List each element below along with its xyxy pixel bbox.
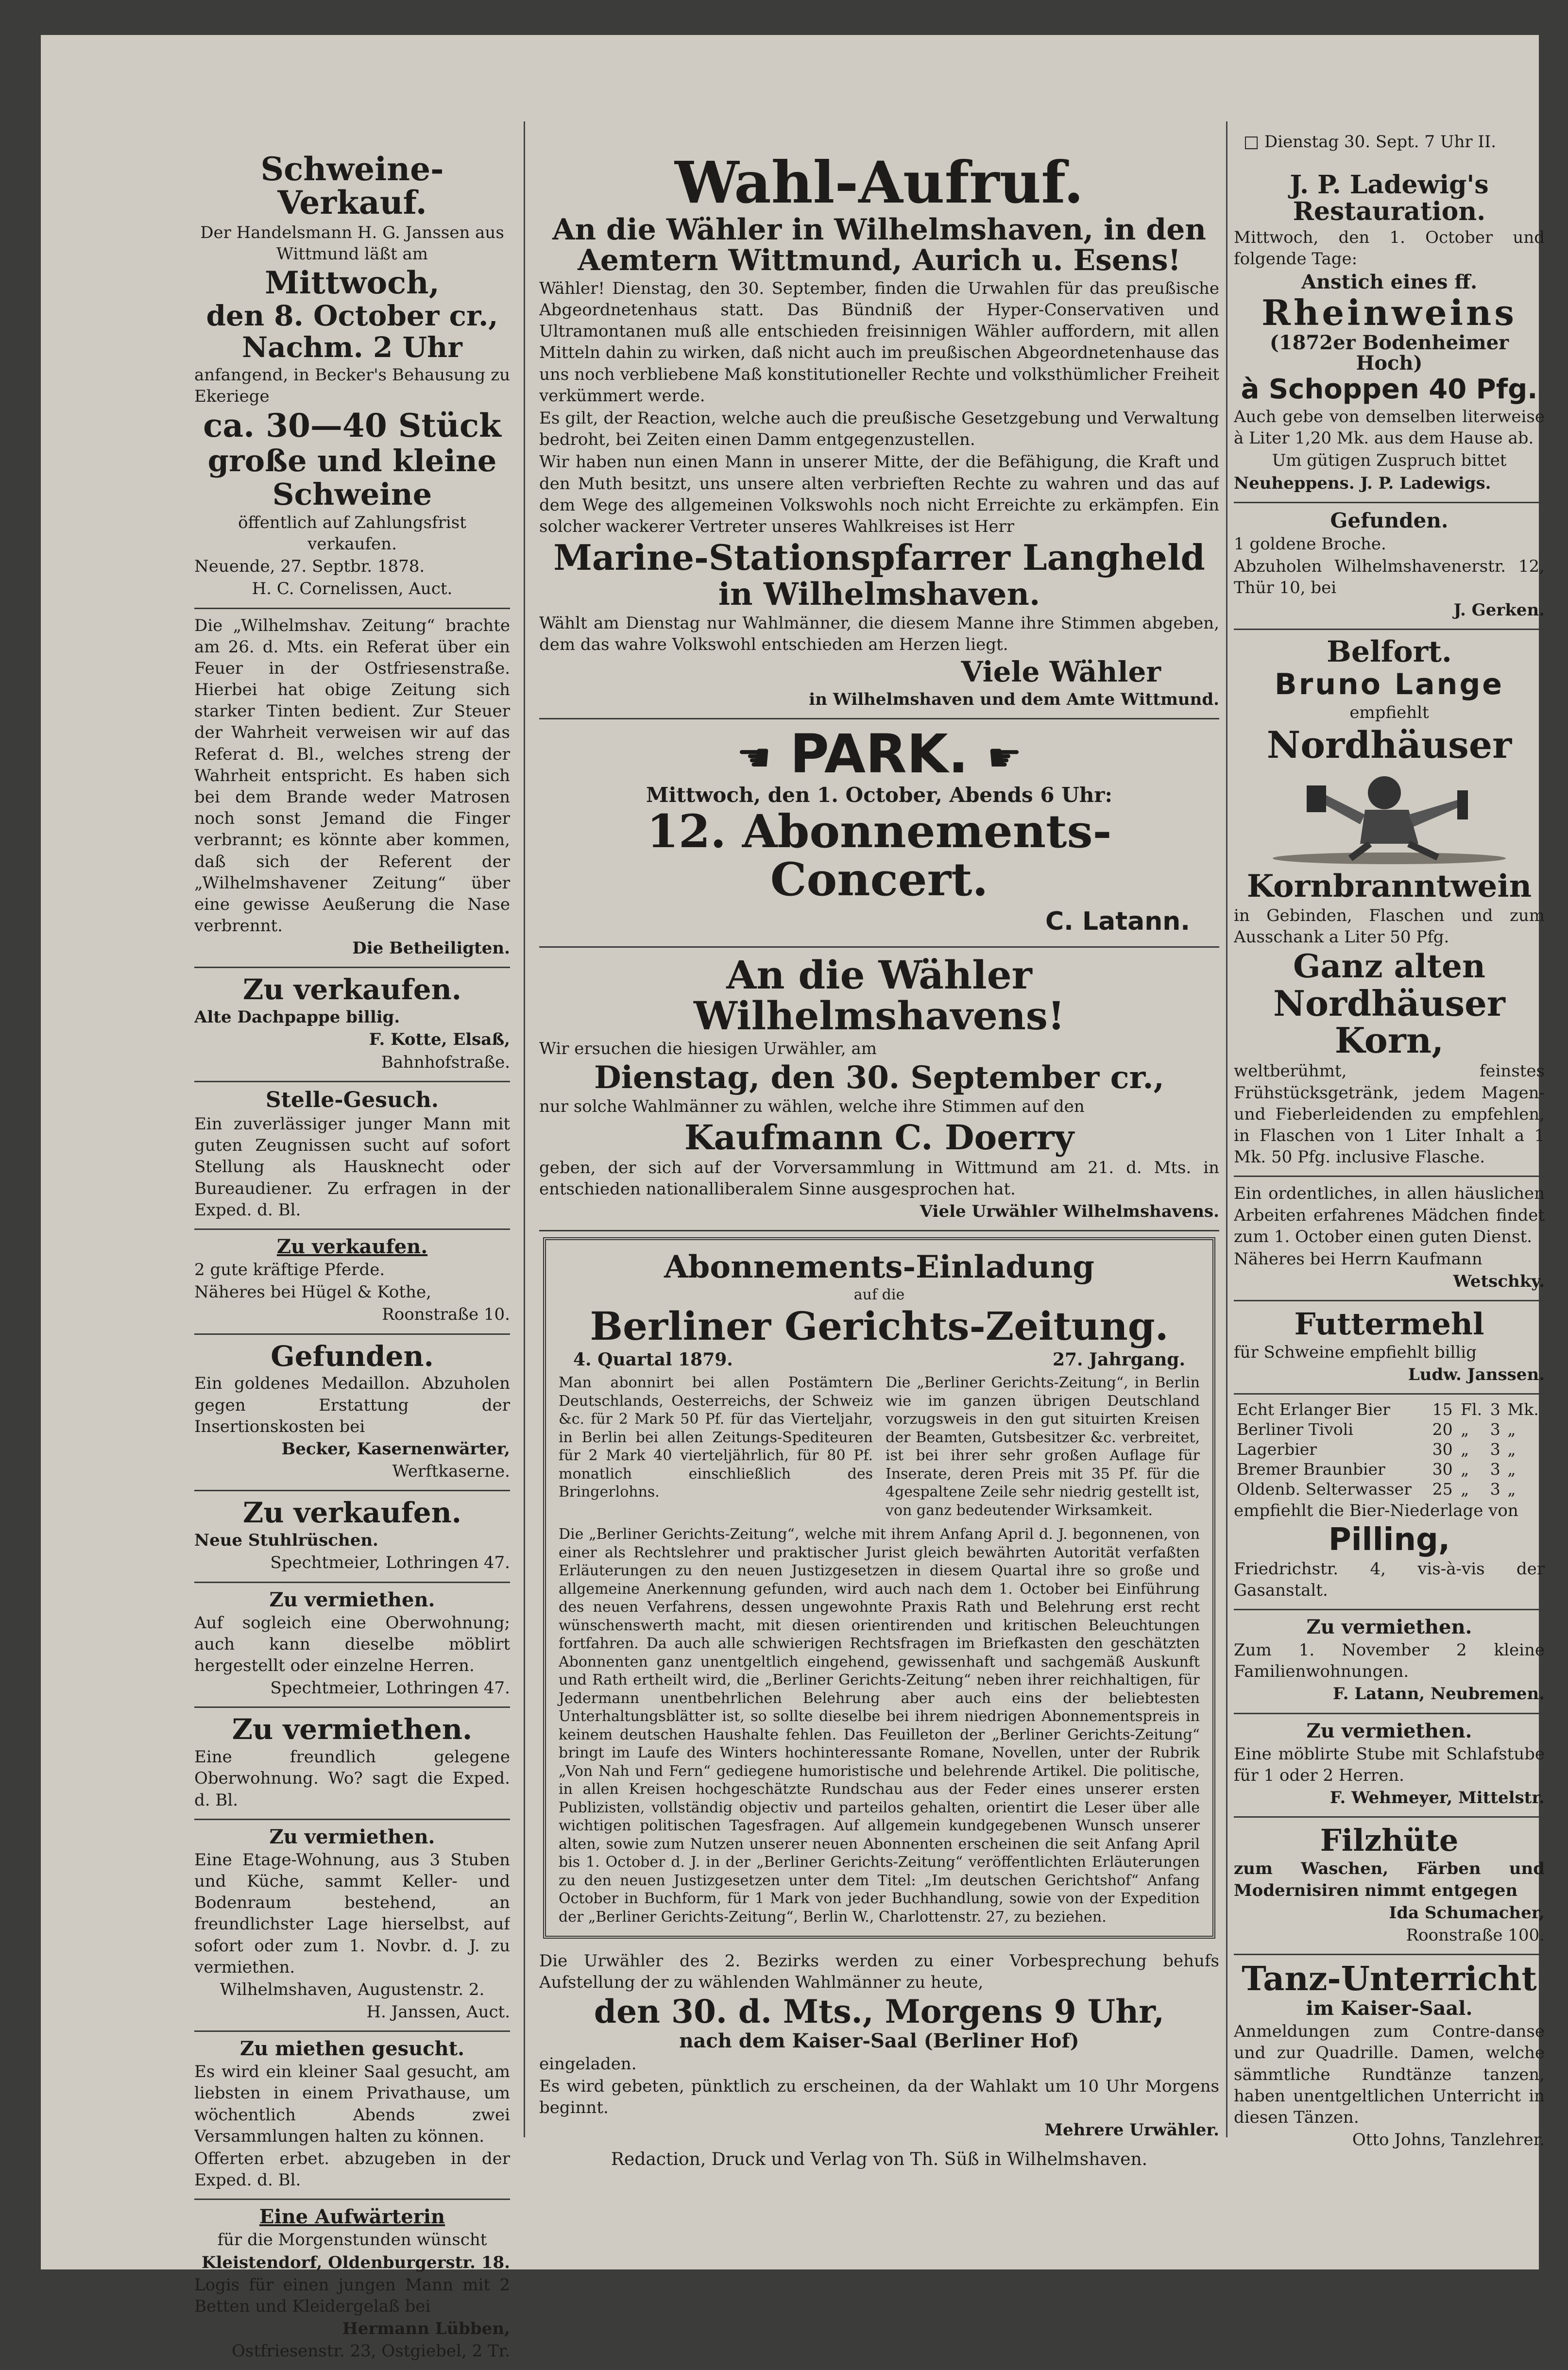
ad-text: Offerten erbet. abzugeben in der Exped. d. Bl.	[194, 2149, 510, 2190]
ad-date: Mittwoch, den 1. October, Abends 6 Uhr:	[646, 783, 1112, 807]
pointing-hand-icon: ☚	[736, 735, 771, 781]
ad-text: Anstich eines ff.	[1301, 270, 1478, 293]
ad-text: Neue Stuhlrüschen.	[194, 1531, 378, 1551]
ad-gefunden-medaillon	[194, 1335, 510, 1492]
price-cell: Berliner Tivoli	[1237, 1420, 1353, 1439]
pointing-hand-icon: ☛	[987, 735, 1022, 781]
wine-price: à Schoppen 40 Pfg.	[1241, 374, 1538, 406]
price-cell: Bremer Braunbier	[1237, 1460, 1385, 1479]
ad-tanz-unterricht	[1234, 1955, 1545, 2159]
price-cell: „	[1507, 1440, 1516, 1459]
ad-title: Eine Aufwärterin	[259, 2205, 445, 2229]
ad-text: zum Waschen, Färben und Modernisiren nimmt entgegen	[1234, 1859, 1545, 1900]
ad-waehler-wilhelmshavens	[539, 948, 1219, 1231]
price-cell: 15	[1432, 1400, 1453, 1419]
ad-title: Zu miethen gesucht.	[239, 2037, 465, 2061]
ad-text: Auch gebe von demselben literweise à Liter 1,20 Mk. aus dem Hause ab.	[1234, 407, 1545, 448]
ad-text: Mittwoch, den 1. October und folgende Tage:	[1234, 228, 1545, 269]
price-cell: 3	[1490, 1440, 1500, 1459]
ad-place: im Kaiser-Saal.	[1306, 1997, 1473, 2020]
ad-text: für die Morgenstunden wünscht	[217, 2230, 487, 2250]
price-cell: 3	[1490, 1460, 1500, 1479]
ad-signature: Hermann Lübben,	[342, 2319, 510, 2339]
ad-text: Auf sogleich eine Oberwohnung; auch kann dieselbe möblirt hergestellt oder einzelne Herren.	[194, 1613, 510, 1675]
ad-signature: F. Wehmeyer, Mittelstr.	[1329, 1788, 1545, 1808]
ad-date: den 8. October cr.,	[206, 299, 498, 333]
ad-text: Die Urwähler des 2. Bezirks werden zu einer Vorbesprechung behufs Aufstellung der zu wählenden Wahlmänner zu heute,	[539, 1951, 1219, 1993]
ad-place: Belfort.	[1327, 635, 1452, 669]
product-name: Nordhäuser	[1266, 723, 1512, 767]
ad-body: Die „Berliner Gerichts-Zeitung“, welche mit ihrem Anfang April d. J. begonnenen, von einer als Rechtslehrer und praktischer Jurist gleich bewährten Autorität verfaßten Erläuterungen zu den neuen Justizgesetzen in diesem Quartal ihre so große und allgemeine Anerkennung gefunden, wird auch nach dem 1. October bei Einführung des neuen Verfahrens, dessen ungewohnte Praxis Rath und Belehrung erst recht wünschenswerth macht, mit diesen orientirenden und kritischen Beleuchtungen fortfahren. Da auch alle schwierigen Rechtsfragen im Briefkasten den geschätzten Abonnenten ganz unentgeltlich eingehend, gewissenhaft und sachgemäß Auskunft und Rath ertheilt wird, die „Berliner Gerichts-Zeitung“ neben ihrer reichhaltigen, für Jedermann unentbehrlichen Belehrung aber auch eins der beliebtesten Unterhaltungsblätter ist, so sollte dieselbe bei ihrem niedrigen Abonnementspreis in keinem deutschen Haushalte fehlen. Das Feuilleton der „Berliner Gerichts-Zeitung“ bringt im Laufe des Winters hochinteressante Romane, Novellen, unter der Rubrik „Von Nah und Fern“ gediegene humoristische und belehrende Artikel. Die politische, in allen Kreisen hochgeschätzte Rundschau aus der Feder eines unserer ersten Publizisten, vollständig objectiv und parteilos gehalten, orientirt die Leser über alle wichtigen politischen Tagesfragen. Auf allgemein kundgegebenen Wunsch unserer alten, sowie zum Nutzen unserer neuen Abonnenten erscheinen die seit Anfang April bis 1. October d. J. in der „Berliner Gerichts-Zeitung“ veröffentlichten Erläuterungen zu den neuen Justizgesetzen unter dem Titel: „Im deutschen Gerichtshof“ Anfang October in Buchform, für 1 Mark von jeder Buchhandlung, sowie von der Expedition der „Berliner Gerichts-Zeitung“, Berlin W., Charlottenstr. 27, zu beziehen.	[559, 1526, 1200, 1926]
ad-park-concert	[539, 719, 1219, 948]
price-cell: Lagerbier	[1237, 1440, 1317, 1459]
column-middle	[539, 146, 1219, 2148]
ad-address: Roonstraße 10.	[382, 1305, 510, 1325]
ad-text: öffentlich auf Zahlungsfrist verkaufen.	[238, 512, 466, 554]
column-right	[1234, 165, 1545, 2158]
ad-text: Ein goldenes Medaillon. Abzuholen gegen Erstattung der Insertionskosten bei	[194, 1374, 510, 1436]
ad-text: für Schweine empfiehlt billig	[1234, 1343, 1477, 1363]
ad-signature: C. Latann.	[1045, 907, 1190, 937]
ad-futtermehl	[1234, 1301, 1545, 1395]
ad-title: An die Wähler Wilhelmshavens!	[693, 952, 1065, 1039]
price-cell: 30	[1432, 1440, 1453, 1459]
ad-zu-verkaufen-stuhlrueschen	[194, 1491, 510, 1583]
ad-pilling-bier	[1234, 1395, 1545, 1610]
price-cell: 3	[1490, 1420, 1500, 1439]
ad-text: Abzuholen Wilhelmshavenerstr. 12, Thür 10, bei	[1234, 556, 1545, 598]
ad-title: Gefunden.	[271, 1339, 434, 1373]
candidate-name: Marine-Stationspfarrer Langheld	[553, 537, 1205, 579]
ad-title: Gefunden.	[1330, 508, 1449, 532]
ad-address: Roonstraße 100.	[1406, 1925, 1545, 1945]
price-cell: „	[1461, 1480, 1469, 1499]
ad-vermiethen-oberwohnung	[194, 1583, 510, 1708]
ad-vermiethen-etage	[194, 1820, 510, 2032]
advertising-text: Die „Berliner Gerichts-Zeitung“, in Berlin wie im ganzen übrigen Deutschland vorzugsweis in den gut situirten Kreisen der Beamten, Gutsbesitzer &c. verbreitet, ist bei ihrer sehr großen Auflage für Inserate, deren Preis mit 35 Pf. für die 4gespaltene Zeile sehr niedrig gestellt ist, von ganz bedeutender Wirksamkeit.	[886, 1374, 1200, 1519]
ad-signature: Ida Schumacher,	[1389, 1903, 1545, 1923]
ad-title: Zu vermiethen.	[269, 1825, 435, 1848]
ad-text: nur solche Wahlmänner zu wählen, welche ihre Stimmen auf den	[539, 1097, 1085, 1117]
price-row	[1234, 1459, 1545, 1479]
price-cell: Echt Erlanger Bier	[1237, 1400, 1390, 1419]
ad-text: Näheres bei Herrn Kaufmann	[1234, 1249, 1483, 1269]
volume-label: 27. Jahrgang.	[1052, 1349, 1185, 1370]
price-row	[1234, 1419, 1545, 1439]
ad-text: Wir haben nun einen Mann in unserer Mitte, der die Befähigung, die Kraft und den Muth besitzt, uns unsere alten verbrieften Rechte zu wahren und das auf dem Wege des allgemeinen Volkswohls noch nicht Erreichte zu erkämpfen. Ein solcher wackerer Vertreter unseres Wahlkreises ist Herr	[539, 452, 1219, 536]
ad-subtitle: An die Wähler in Wilhelmshaven, in den Aemtern Wittmund, Aurich u. Esens!	[552, 212, 1207, 277]
ad-signature: J. Gerken.	[1453, 600, 1545, 620]
ad-text: 2 gute kräftige Pferde.	[194, 1260, 385, 1279]
price-cell: Mk.	[1507, 1400, 1539, 1419]
price-cell: 3	[1490, 1400, 1500, 1419]
wine-vintage: (1872er Bodenheimer Hoch)	[1269, 331, 1509, 375]
ad-address: Ostfriesenstr. 23, Ostgiebel, 2 Tr.	[232, 2341, 510, 2361]
ad-title: Filzhüte	[1320, 1823, 1459, 1858]
ad-address: Friedrichstr. 4, vis-à-vis der Gasanstalt.	[1234, 1559, 1545, 1600]
product-name: Kornbranntwein	[1246, 868, 1532, 905]
ad-title: Zu verkaufen.	[242, 1496, 461, 1530]
price-row	[1234, 1399, 1545, 1419]
price-cell: 3	[1490, 1480, 1500, 1499]
ad-title: Schweine-Verkauf.	[260, 150, 444, 222]
ad-text: Wählt am Dienstag nur Wahlmänner, die diesem Manne ihre Stimmen abgeben, dem das wahre Volkswohl entschieden am Herzen liegt.	[539, 613, 1219, 655]
ad-urwaehler-versammlung	[539, 1944, 1219, 2148]
ad-text: weltberühmt, feinstes Frühstücksgetränk, jedem Magen- und Fieberleidenden zu empfehlen, in Flaschen von 1 Liter Inhalt a 1 Mk. 50 Pfg. inclusive Flasche.	[1234, 1061, 1545, 1167]
ad-text: Es wird ein kleiner Saal gesucht, am liebsten in einem Privathause, um wöchentlich Abends zwei Versammlungen halten zu können.	[194, 2062, 510, 2146]
price-cell: „	[1461, 1440, 1469, 1459]
ad-text: Eine möblirte Stube mit Schlafstube für 1 oder 2 Herren.	[1234, 1744, 1545, 1785]
ad-place: nach dem Kaiser-Saal (Berliner Hof)	[679, 2029, 1079, 2052]
ad-title: Futtermehl	[1294, 1306, 1484, 1342]
ad-title: Abonnements-Einladung	[664, 1249, 1094, 1286]
column-rule	[1226, 121, 1227, 2137]
ad-zu-verkaufen-pferde	[194, 1230, 510, 1335]
candidate-name: Kaufmann C. Doerry	[684, 1117, 1074, 1158]
ad-text: Ein zuverlässiger junger Mann mit guten Zeugnissen sucht auf sofort Stellung als Hausknecht oder Bureaudiener. Zu erfragen in der Exped. d. Bl.	[194, 1114, 510, 1220]
ad-vermiethen-stube	[1234, 1714, 1545, 1818]
quarter-label: 4. Quartal 1879.	[573, 1349, 733, 1370]
ad-text: geben, der sich auf der Vorversammlung in Wittmund am 21. d. Mts. in entschieden nationalliberalem Sinne ausgesprochen hat.	[539, 1158, 1219, 1199]
price-cell: 20	[1432, 1420, 1453, 1439]
notice-zeitung	[194, 609, 510, 969]
price-cell: Oldenb. Selterwasser	[1237, 1480, 1412, 1499]
price-cell: „	[1461, 1420, 1469, 1439]
concert-title: 12. Abonnements-Concert.	[647, 804, 1112, 906]
ad-text: Näheres bei Hügel & Kothe,	[194, 1282, 431, 1302]
ad-signature: F. Latann, Neubremen.	[1332, 1684, 1545, 1704]
ad-text: auf die	[853, 1286, 905, 1303]
ad-big: Schweine	[272, 476, 432, 512]
ad-text: Anmeldungen zum Contre-danse und zur Quadrille. Damen, welche sämmtliche Rundtänze tanzen, haben unentgeltlichen Unterricht in diesen Tänzen.	[1234, 2022, 1545, 2128]
ad-text: Eine freundlich gelegene Oberwohnung. Wo? sagt die Exped. d. Bl.	[194, 1747, 510, 1810]
price-cell: Fl.	[1461, 1400, 1483, 1419]
ad-signature: Neuheppens. J. P. Ladewigs.	[1234, 473, 1491, 493]
ad-date: Dienstag, den 30. September cr.,	[594, 1059, 1164, 1096]
ad-text: Alte Dachpappe billig.	[194, 1007, 400, 1027]
ad-zu-verkaufen-dachpappe	[194, 968, 510, 1082]
price-cell: „	[1507, 1420, 1516, 1439]
ad-text: Es gilt, der Reaction, welche auch die preußische Gesetzgebung und Verwaltung bedroht, bei Zeiten einen Damm entgegenzustellen.	[539, 409, 1219, 450]
ad-title: Zu vermiethen.	[232, 1713, 473, 1746]
ad-signature: Otto Johns, Tanzlehrer.	[1352, 2130, 1545, 2150]
ad-gefunden-broche	[1234, 503, 1545, 631]
ad-stelle-gesuch	[194, 1082, 510, 1230]
ad-signature: Wetschky.	[1453, 1272, 1545, 1292]
ad-text: Eine Etage-Wohnung, aus 3 Stuben und Küche, sammt Keller- und Bodenraum bestehend, an freundlichster Lage hierselbst, auf sofort oder zum 1. Novbr. d. J. zu vermiethen.	[194, 1850, 510, 1977]
price-row	[1234, 1479, 1545, 1499]
ad-text: Es wird gebeten, pünktlich zu erscheinen, da der Wahlakt um 10 Uhr Morgens beginnt.	[539, 2076, 1219, 2118]
price-cell: „	[1507, 1480, 1516, 1499]
ad-title: Tanz-Unterricht	[1242, 1959, 1537, 1998]
ad-signature: H. C. Cornelissen, Auct.	[252, 579, 453, 599]
ad-signature-place: in Wilhelmshaven und dem Amte Wittmund.	[809, 690, 1219, 710]
ad-count: ca. 30—40 Stück	[203, 407, 501, 445]
ad-signature: Viele Urwähler Wilhelmshavens.	[920, 1202, 1219, 1222]
ad-title: Zu vermiethen.	[1306, 1616, 1472, 1639]
ad-title: Stelle-Gesuch.	[265, 1087, 439, 1112]
ad-text: Wähler! Dienstag, den 30. September, finden die Urwahlen für das preußische Abgeordnetenhaus statt. Das Bündniß der Hyper-Conservativen und Ultramontanen muß alle entschieden freisinnigen Wähler auffordern, mit allen Mitteln dahin zu wirken, daß nicht auch im preußischen Abgeordnetenhause das uns noch verbliebene Maß konstitutioneller Rechte und volksthümlicher Freiheit verkümmert werde.	[539, 278, 1219, 406]
ad-wahl-aufruf	[539, 146, 1219, 719]
notice-signature: Die Betheiligten.	[352, 938, 510, 958]
ad-text: empfiehlt	[1349, 703, 1429, 723]
ad-address: Werftkaserne.	[392, 1462, 510, 1482]
ad-text: 1 goldene Broche.	[1234, 534, 1386, 554]
candidate-place: in Wilhelmshaven.	[718, 576, 1040, 613]
ad-title: Wahl-Aufruf.	[674, 149, 1084, 216]
product-name: Nordhäuser Korn,	[1273, 983, 1505, 1061]
ad-signature: F. Kotte, Elsaß,	[369, 1030, 510, 1050]
imprint-footer: Redaction, Druck und Verlag von Th. Süß in Wilhelmshaven.	[611, 2149, 1148, 2169]
ad-big: große und kleine	[207, 443, 497, 478]
ad-text: Ein ordentliches, in allen häuslichen Arbeiten erfahrenes Mädchen findet zum 1. October einen guten Dienst.	[1234, 1184, 1545, 1246]
wine-name: Rheinweins	[1261, 291, 1517, 333]
merchant-name: Pilling,	[1328, 1521, 1450, 1558]
ad-text: Der Handelsmann H. G. Janssen aus Wittmund läßt am	[200, 222, 504, 264]
ad-text: Wir ersuchen die hiesigen Urwähler, am	[539, 1039, 877, 1058]
ad-vermiethen-freundlich	[194, 1708, 510, 1820]
ad-ladewig-restauration	[1234, 165, 1545, 503]
price-row	[1234, 1439, 1545, 1459]
price-cell: 25	[1432, 1480, 1453, 1499]
drinking-man-illustration	[1253, 766, 1525, 868]
ad-aufwaerterin	[194, 2200, 510, 2370]
ad-title: Zu verkaufen.	[276, 1235, 428, 1258]
ad-text: Um gütigen Zuspruch bittet	[1272, 451, 1507, 471]
ad-zu-miethen-gesucht	[194, 2032, 510, 2200]
dateline: □ Dienstag 30. Sept. 7 Uhr II.	[1244, 132, 1497, 152]
ad-berliner-gerichts-zeitung	[543, 1237, 1215, 1939]
ad-day: Mittwoch,	[265, 264, 440, 301]
price-cell: „	[1507, 1460, 1516, 1479]
ad-signature: Kleistendorf, Oldenburgerstr. 18.	[202, 2252, 510, 2272]
ad-filzhuete	[1234, 1818, 1545, 1955]
ad-signature: Viele Wähler	[961, 655, 1161, 689]
ad-nordhaeuser-lange	[1234, 630, 1545, 1177]
product-name: Ganz alten	[1293, 947, 1485, 985]
ad-text: Logis für einen jungen Mann mit 2 Betten und Kleidergelaß bei	[194, 2275, 510, 2316]
ad-maedchen-gesucht	[1234, 1177, 1545, 1301]
subscription-text: Man abonnirt bei allen Postämtern Deutschlands, Oesterreichs, der Schweiz &c. für 2 Mark 50 Pf. für das Vierteljahr, in Berlin bei allen Zeitungs-Spediteuren für 2 Mark 40 vierteljährlich, für 80 Pf. monatlich einschließlich des Bringerlohns.	[559, 1374, 873, 1501]
ad-text: eingeladen.	[539, 2054, 637, 2074]
ad-date: den 30. d. Mts., Morgens 9 Uhr,	[594, 1993, 1165, 2031]
ad-title: Zu vermiethen.	[269, 1588, 435, 1611]
ad-signature: Becker, Kasernenwärter,	[281, 1439, 510, 1459]
ad-address: Bahnhofstraße.	[381, 1052, 510, 1072]
ad-title: Zu vermiethen.	[1306, 1719, 1472, 1742]
ad-title: PARK.	[790, 723, 969, 785]
notice-text: Die „Wilhelmshav. Zeitung“ brachte am 26. d. Mts. ein Referat über ein Feuer in der Ostfriesenstraße. Hierbei hat obige Zeitung sich starker Tinten bedient. Zur Steuer der Wahrheit verweisen wir auf das Referat d. Bl., welches streng der Wahrheit entspricht. Es haben sich bei dem Brande weder Matrosen noch sonst Jemand die Finger verbrannt; es könnte aber kommen, daß sich der Referent der „Wilhelmshavener Zeitung“ über eine gewisse Aeußerung die Nase verbrennt.	[194, 615, 510, 936]
ad-time: Nachm. 2 Uhr	[242, 331, 462, 364]
ad-text: Zum 1. November 2 kleine Familienwohnungen.	[1234, 1640, 1545, 1682]
ad-text: anfangend, in Becker's Behausung zu Ekeriege	[194, 365, 510, 407]
ad-text: empfiehlt die Bier-Niederlage von	[1234, 1501, 1518, 1521]
ad-title: Zu verkaufen.	[242, 973, 461, 1006]
ad-vermiethen-familienwohnungen	[1234, 1610, 1545, 1714]
paper-name: Berliner Gerichts-Zeitung.	[590, 1303, 1169, 1349]
ad-schweine-verkauf	[194, 146, 510, 609]
ad-signature: Ludw. Janssen.	[1408, 1365, 1545, 1385]
ad-address: Wilhelmshaven, Augustenstr. 2.	[220, 1979, 485, 1999]
ad-text: in Gebinden, Flaschen und zum Ausschank a Liter 50 Pfg.	[1234, 905, 1545, 947]
price-cell: 30	[1432, 1460, 1453, 1479]
price-table	[1234, 1399, 1545, 1499]
ad-title: J. P. Ladewig's Restauration.	[1290, 170, 1489, 226]
column-rule	[524, 121, 525, 2137]
ad-signature: Spechtmeier, Lothringen 47.	[270, 1553, 510, 1573]
ad-place-date: Neuende, 27. Septbr. 1878.	[194, 557, 425, 577]
merchant-name: Bruno Lange	[1275, 667, 1504, 702]
ad-signature: Spechtmeier, Lothringen 47.	[270, 1678, 510, 1698]
ad-signature: H. Janssen, Auct.	[366, 2002, 510, 2022]
price-cell: „	[1461, 1460, 1469, 1479]
ad-signature: Mehrere Urwähler.	[1044, 2120, 1219, 2140]
column-left	[194, 146, 510, 2370]
